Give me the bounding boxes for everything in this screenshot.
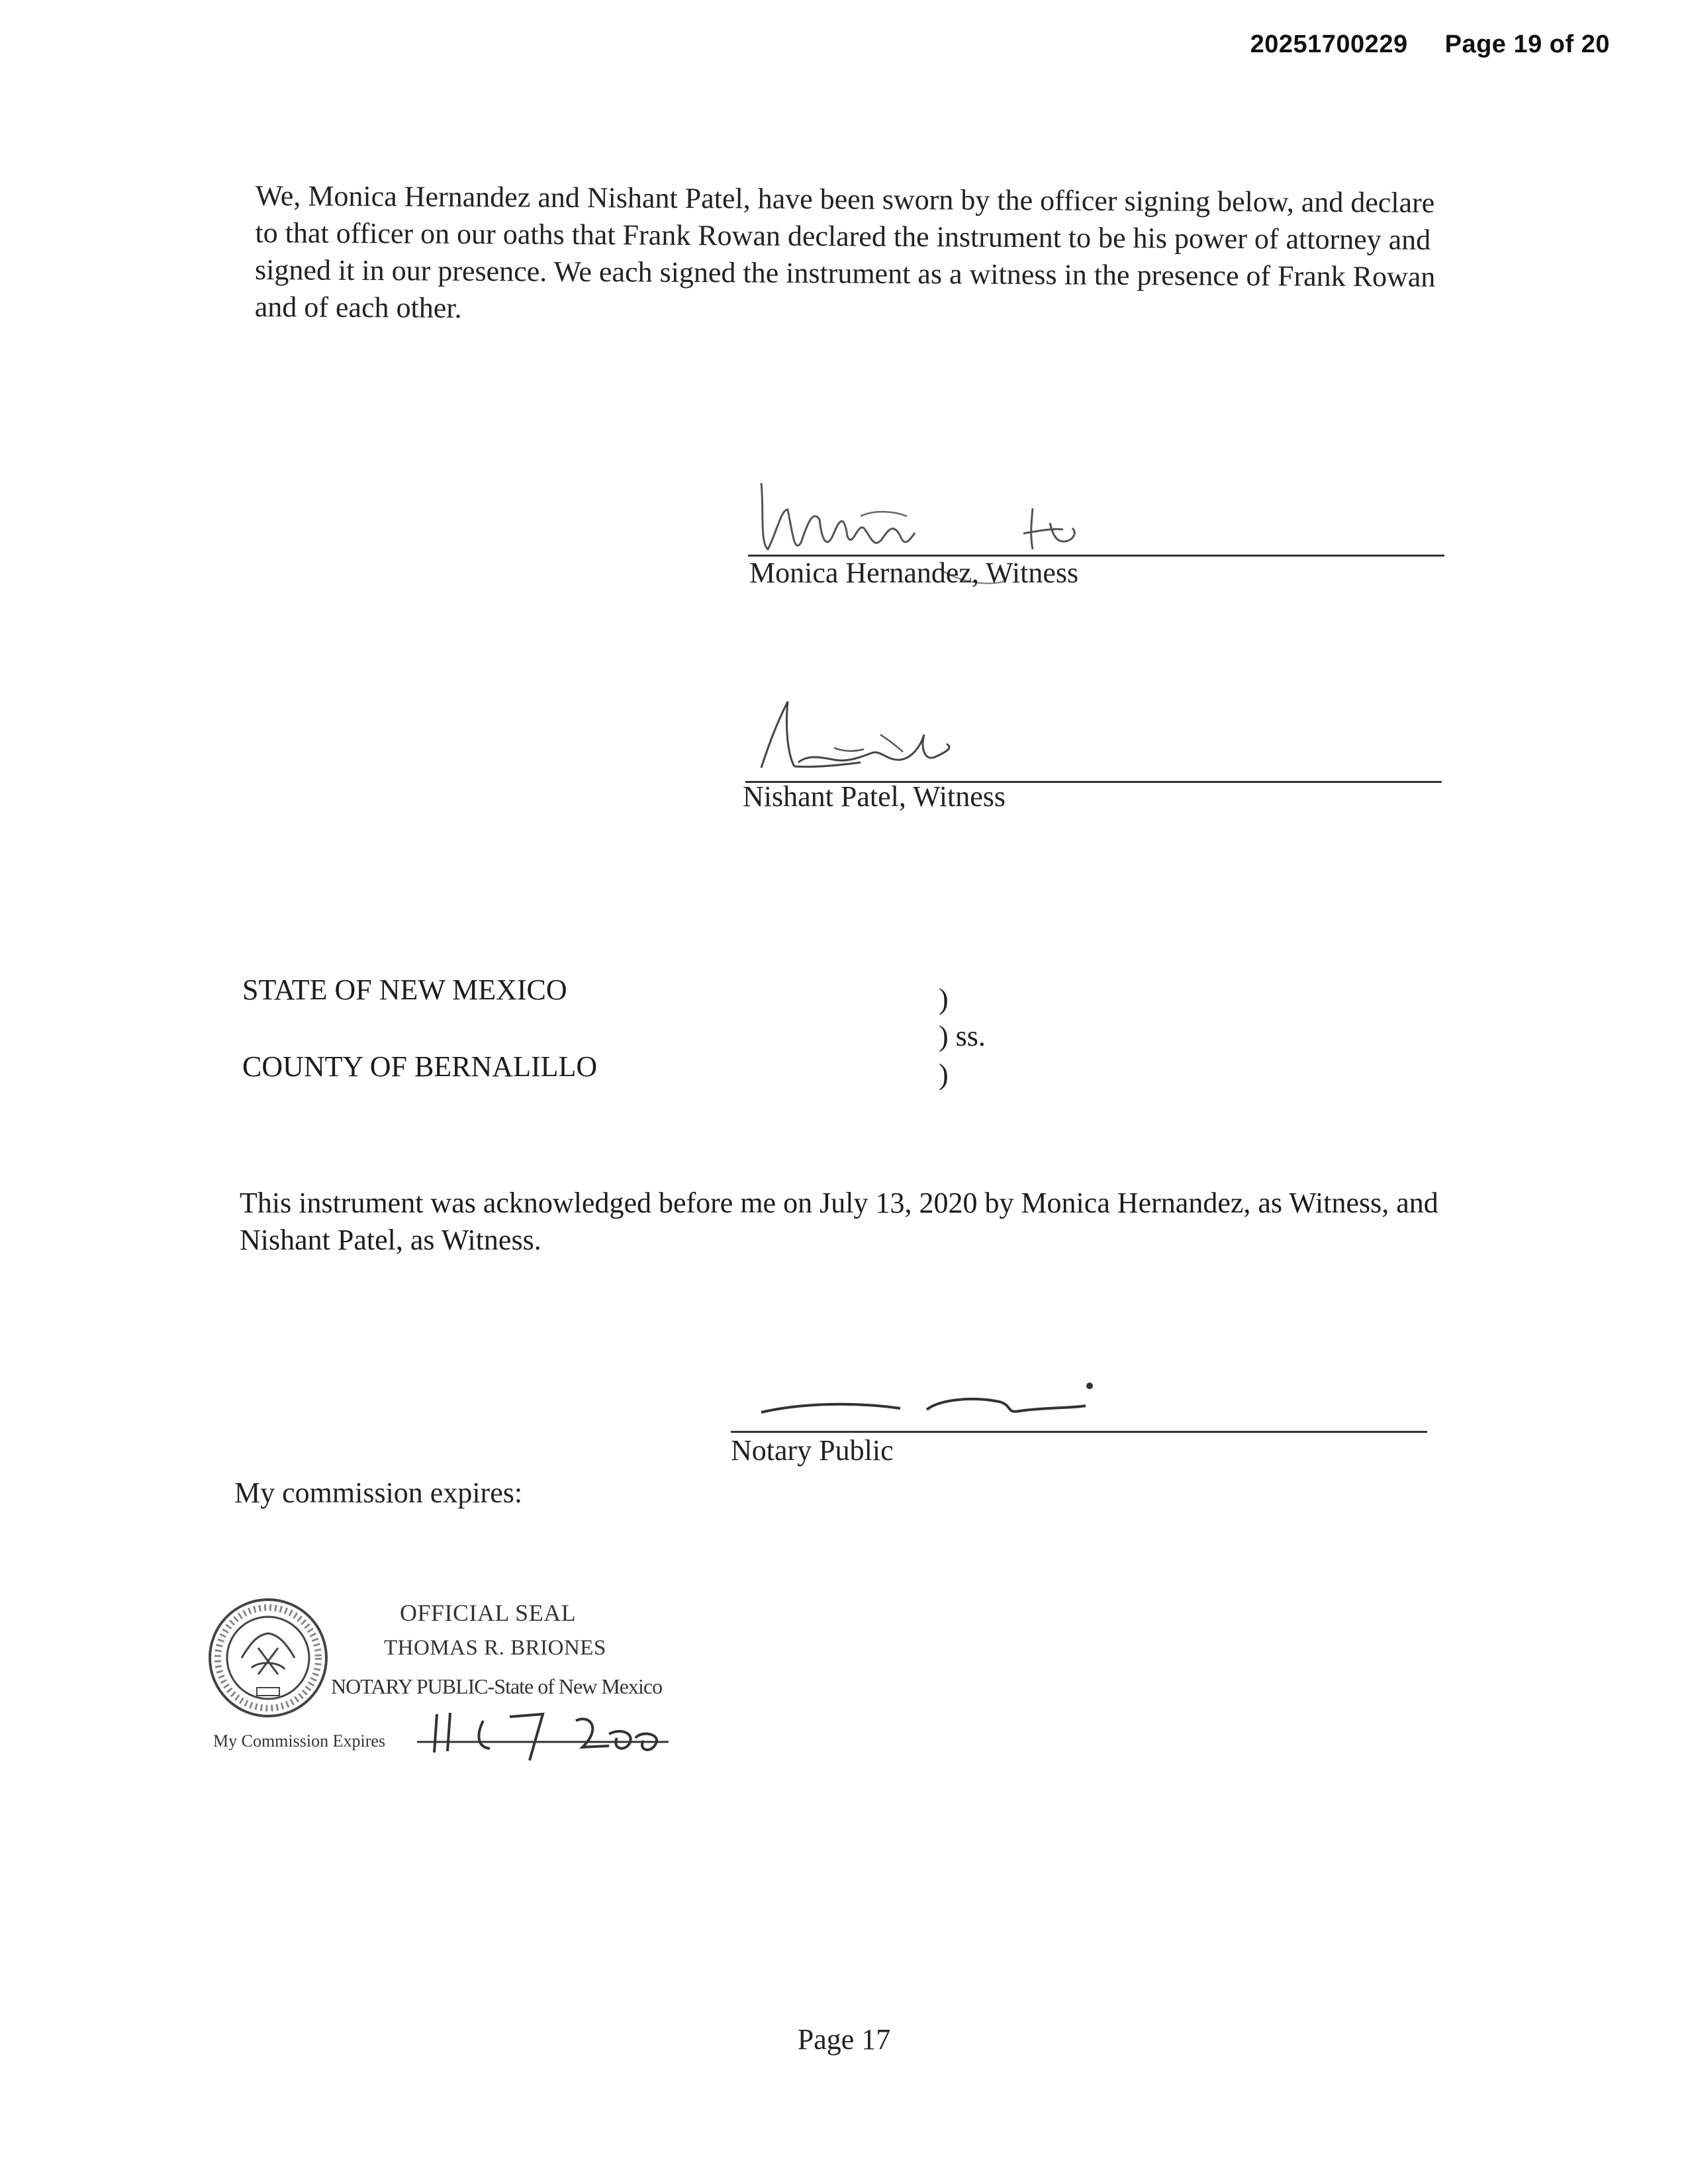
seal-title: OFFICIAL SEAL [400,1600,577,1626]
seal-expires-handwritten [410,1701,675,1767]
seal-expires-label: My Commission Expires [213,1731,386,1751]
seal-designation: NOTARY PUBLIC-State of New Mexico [331,1674,663,1698]
venue-county: COUNTY OF BERNALILLO [242,1050,598,1083]
commission-expires-label: My commission expires: [234,1477,523,1509]
acknowledgment-text: This instrument was acknowledged before me on July 13, 2020 by Monica Hernandez, as Witness, and Nishant Patel, as Witness. [240,1187,1438,1256]
state-seal-emblem [205,1595,331,1721]
document-number: 20251700229 [1250,30,1408,58]
witness-2-label: Nishant Patel, Witness [743,780,1006,813]
witness-2-signature [755,688,993,781]
venue-paren-bottom: ) [939,1058,949,1091]
venue-paren-top: ) [939,983,949,1015]
venue-state: STATE OF NEW MEXICO [242,974,567,1006]
page-number: Page 17 [797,2023,891,2056]
declaration-text: We, Monica Hernandez and Nishant Patel, have been sworn by the officer signing below, and declare to that officer on our oaths that Frank Rowan declared the instrument to be his power of attorney and signed it in our presence. We each signed the instrument as a witness in the presence of Frank Rowan and of each other. [254,179,1436,324]
notary-signature [741,1377,1139,1430]
notary-public-label: Notary Public [731,1434,894,1467]
witness-1-label: Monica Hernandez, Witness [749,557,1079,589]
witness-declaration [255,177,1454,333]
venue-paren-ss: ) ss. [939,1020,986,1052]
seal-notary-name: THOMAS R. BRIONES [384,1636,606,1660]
notary-signature-line [731,1431,1427,1433]
acknowledgment [240,1185,1464,1259]
page-indicator: Page 19 of 20 [1444,30,1610,58]
recording-stamp [1250,30,1610,59]
